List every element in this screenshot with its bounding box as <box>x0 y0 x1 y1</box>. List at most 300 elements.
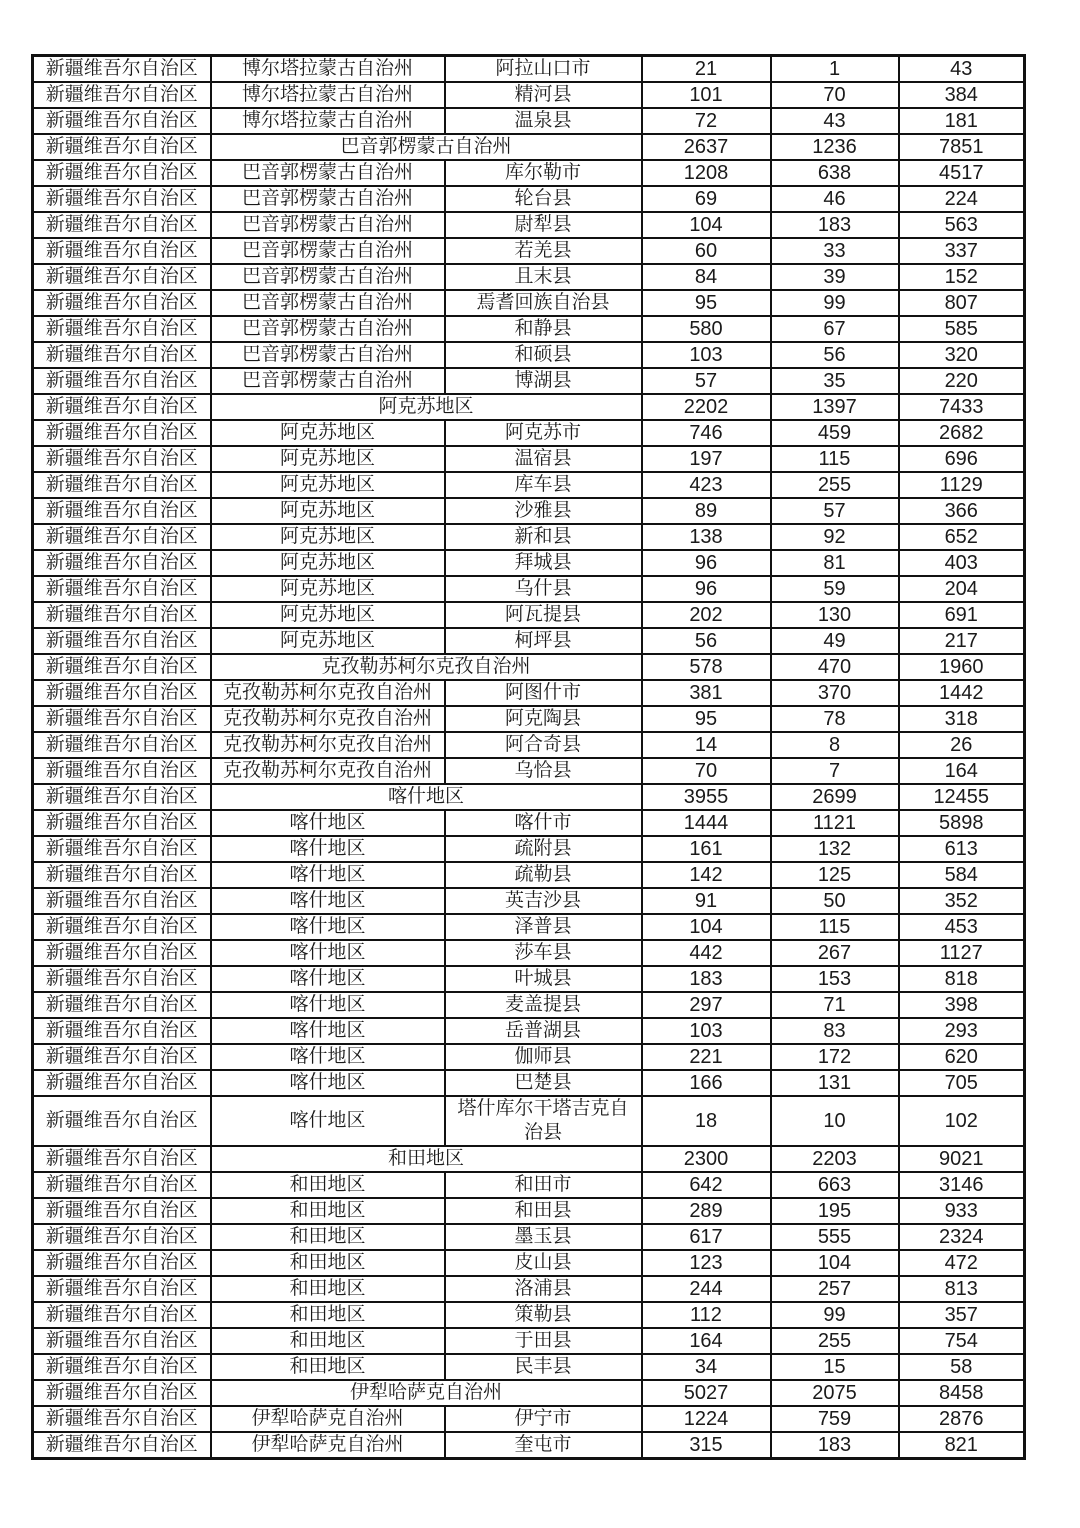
value-cell: 34 <box>642 1354 771 1380</box>
prefecture-cell: 巴音郭楞蒙古自治州 <box>211 368 445 394</box>
province-cell: 新疆维吾尔自治区 <box>33 1302 211 1328</box>
value-cell: 164 <box>642 1328 771 1354</box>
county-cell: 焉耆回族自治县 <box>445 290 642 316</box>
table-row <box>33 1406 1025 1432</box>
county-cell: 麦盖提县 <box>445 992 642 1018</box>
value-cell: 1397 <box>771 394 899 420</box>
province-cell: 新疆维吾尔自治区 <box>33 368 211 394</box>
value-cell: 142 <box>642 862 771 888</box>
value-cell: 293 <box>899 1018 1025 1044</box>
value-cell: 221 <box>642 1044 771 1070</box>
county-cell: 民丰县 <box>445 1354 642 1380</box>
value-cell: 81 <box>771 550 899 576</box>
value-cell: 70 <box>771 82 899 108</box>
province-cell: 新疆维吾尔自治区 <box>33 966 211 992</box>
value-cell: 2682 <box>899 420 1025 446</box>
county-cell: 新和县 <box>445 524 642 550</box>
value-cell: 43 <box>771 108 899 134</box>
prefecture-cell: 巴音郭楞蒙古自治州 <box>211 342 445 368</box>
value-cell: 1121 <box>771 810 899 836</box>
value-cell: 818 <box>899 966 1025 992</box>
value-cell: 3146 <box>899 1172 1025 1198</box>
value-cell: 584 <box>899 862 1025 888</box>
county-cell: 阿拉山口市 <box>445 56 642 83</box>
value-cell: 2202 <box>642 394 771 420</box>
value-cell: 138 <box>642 524 771 550</box>
table-row <box>33 628 1025 654</box>
value-cell: 7851 <box>899 134 1025 160</box>
table-row <box>33 732 1025 758</box>
prefecture-cell: 巴音郭楞蒙古自治州 <box>211 160 445 186</box>
value-cell: 2300 <box>642 1146 771 1172</box>
value-cell: 1129 <box>899 472 1025 498</box>
value-cell: 1960 <box>899 654 1025 680</box>
province-cell: 新疆维吾尔自治区 <box>33 264 211 290</box>
county-cell: 泽普县 <box>445 914 642 940</box>
county-cell: 和静县 <box>445 316 642 342</box>
value-cell: 617 <box>642 1224 771 1250</box>
value-cell: 164 <box>899 758 1025 784</box>
value-cell: 224 <box>899 186 1025 212</box>
prefecture-summary-cell: 克孜勒苏柯尔克孜自治州 <box>211 654 642 680</box>
value-cell: 370 <box>771 680 899 706</box>
province-cell: 新疆维吾尔自治区 <box>33 212 211 238</box>
prefecture-cell: 喀什地区 <box>211 862 445 888</box>
county-cell: 博湖县 <box>445 368 642 394</box>
province-cell: 新疆维吾尔自治区 <box>33 810 211 836</box>
province-cell: 新疆维吾尔自治区 <box>33 1044 211 1070</box>
county-cell: 塔什库尔干塔吉克自治县 <box>445 1096 642 1146</box>
value-cell: 217 <box>899 628 1025 654</box>
value-cell: 442 <box>642 940 771 966</box>
prefecture-summary-cell: 巴音郭楞蒙古自治州 <box>211 134 642 160</box>
value-cell: 59 <box>771 576 899 602</box>
county-cell: 精河县 <box>445 82 642 108</box>
province-cell: 新疆维吾尔自治区 <box>33 706 211 732</box>
prefecture-cell: 和田地区 <box>211 1224 445 1250</box>
county-cell: 洛浦县 <box>445 1276 642 1302</box>
prefecture-cell: 喀什地区 <box>211 1070 445 1096</box>
province-cell: 新疆维吾尔自治区 <box>33 446 211 472</box>
value-cell: 58 <box>899 1354 1025 1380</box>
table-row <box>33 1096 1025 1146</box>
province-cell: 新疆维吾尔自治区 <box>33 1018 211 1044</box>
table-row <box>33 940 1025 966</box>
province-cell: 新疆维吾尔自治区 <box>33 186 211 212</box>
value-cell: 1127 <box>899 940 1025 966</box>
table-row <box>33 134 1025 160</box>
value-cell: 381 <box>642 680 771 706</box>
value-cell: 696 <box>899 446 1025 472</box>
prefecture-cell: 喀什地区 <box>211 992 445 1018</box>
value-cell: 166 <box>642 1070 771 1096</box>
province-cell: 新疆维吾尔自治区 <box>33 758 211 784</box>
table-row <box>33 342 1025 368</box>
prefecture-summary-cell: 阿克苏地区 <box>211 394 642 420</box>
table-row <box>33 1018 1025 1044</box>
prefecture-cell: 喀什地区 <box>211 1018 445 1044</box>
value-cell: 244 <box>642 1276 771 1302</box>
value-cell: 60 <box>642 238 771 264</box>
value-cell: 580 <box>642 316 771 342</box>
value-cell: 46 <box>771 186 899 212</box>
value-cell: 183 <box>642 966 771 992</box>
value-cell: 84 <box>642 264 771 290</box>
value-cell: 89 <box>642 498 771 524</box>
prefecture-cell: 和田地区 <box>211 1328 445 1354</box>
county-cell: 温泉县 <box>445 108 642 134</box>
value-cell: 2203 <box>771 1146 899 1172</box>
value-cell: 267 <box>771 940 899 966</box>
table-row <box>33 290 1025 316</box>
value-cell: 2637 <box>642 134 771 160</box>
province-cell: 新疆维吾尔自治区 <box>33 1276 211 1302</box>
prefecture-cell: 巴音郭楞蒙古自治州 <box>211 186 445 212</box>
county-cell: 且末县 <box>445 264 642 290</box>
value-cell: 255 <box>771 472 899 498</box>
value-cell: 91 <box>642 888 771 914</box>
prefecture-cell: 阿克苏地区 <box>211 628 445 654</box>
table-row <box>33 1302 1025 1328</box>
value-cell: 35 <box>771 368 899 394</box>
value-cell: 3955 <box>642 784 771 810</box>
value-cell: 95 <box>642 706 771 732</box>
value-cell: 807 <box>899 290 1025 316</box>
prefecture-cell: 博尔塔拉蒙古自治州 <box>211 82 445 108</box>
value-cell: 1208 <box>642 160 771 186</box>
value-cell: 337 <box>899 238 1025 264</box>
prefecture-cell: 和田地区 <box>211 1354 445 1380</box>
value-cell: 112 <box>642 1302 771 1328</box>
table-row <box>33 836 1025 862</box>
county-cell: 若羌县 <box>445 238 642 264</box>
county-cell: 墨玉县 <box>445 1224 642 1250</box>
value-cell: 12455 <box>899 784 1025 810</box>
prefecture-cell: 巴音郭楞蒙古自治州 <box>211 238 445 264</box>
province-cell: 新疆维吾尔自治区 <box>33 1146 211 1172</box>
prefecture-cell: 阿克苏地区 <box>211 524 445 550</box>
value-cell: 555 <box>771 1224 899 1250</box>
county-cell: 轮台县 <box>445 186 642 212</box>
table-row <box>33 888 1025 914</box>
region-statistics-table <box>31 54 1026 1460</box>
value-cell: 1236 <box>771 134 899 160</box>
value-cell: 43 <box>899 56 1025 83</box>
prefecture-cell: 克孜勒苏柯尔克孜自治州 <box>211 732 445 758</box>
prefecture-cell: 喀什地区 <box>211 888 445 914</box>
county-cell: 莎车县 <box>445 940 642 966</box>
province-cell: 新疆维吾尔自治区 <box>33 940 211 966</box>
value-cell: 18 <box>642 1096 771 1146</box>
value-cell: 472 <box>899 1250 1025 1276</box>
value-cell: 104 <box>642 212 771 238</box>
value-cell: 96 <box>642 550 771 576</box>
prefecture-cell: 巴音郭楞蒙古自治州 <box>211 290 445 316</box>
province-cell: 新疆维吾尔自治区 <box>33 654 211 680</box>
value-cell: 131 <box>771 1070 899 1096</box>
table-row <box>33 1070 1025 1096</box>
value-cell: 2876 <box>899 1406 1025 1432</box>
value-cell: 99 <box>771 1302 899 1328</box>
value-cell: 10 <box>771 1096 899 1146</box>
value-cell: 1224 <box>642 1406 771 1432</box>
value-cell: 172 <box>771 1044 899 1070</box>
value-cell: 181 <box>899 108 1025 134</box>
value-cell: 352 <box>899 888 1025 914</box>
value-cell: 652 <box>899 524 1025 550</box>
prefecture-cell: 喀什地区 <box>211 836 445 862</box>
value-cell: 585 <box>899 316 1025 342</box>
value-cell: 153 <box>771 966 899 992</box>
value-cell: 195 <box>771 1198 899 1224</box>
value-cell: 663 <box>771 1172 899 1198</box>
table-row <box>33 82 1025 108</box>
value-cell: 754 <box>899 1328 1025 1354</box>
prefecture-cell: 和田地区 <box>211 1276 445 1302</box>
county-cell: 阿克苏市 <box>445 420 642 446</box>
value-cell: 71 <box>771 992 899 1018</box>
province-cell: 新疆维吾尔自治区 <box>33 732 211 758</box>
value-cell: 104 <box>642 914 771 940</box>
prefecture-cell: 喀什地区 <box>211 914 445 940</box>
prefecture-cell: 博尔塔拉蒙古自治州 <box>211 56 445 83</box>
prefecture-cell: 阿克苏地区 <box>211 472 445 498</box>
table-row <box>33 1250 1025 1276</box>
province-cell: 新疆维吾尔自治区 <box>33 680 211 706</box>
prefecture-cell: 克孜勒苏柯尔克孜自治州 <box>211 680 445 706</box>
county-cell: 喀什市 <box>445 810 642 836</box>
value-cell: 1444 <box>642 810 771 836</box>
province-cell: 新疆维吾尔自治区 <box>33 1432 211 1459</box>
table-row <box>33 1432 1025 1459</box>
table-row <box>33 446 1025 472</box>
province-cell: 新疆维吾尔自治区 <box>33 1354 211 1380</box>
value-cell: 470 <box>771 654 899 680</box>
county-cell: 尉犁县 <box>445 212 642 238</box>
prefecture-cell: 伊犁哈萨克自治州 <box>211 1406 445 1432</box>
table-row <box>33 914 1025 940</box>
value-cell: 152 <box>899 264 1025 290</box>
county-cell: 疏附县 <box>445 836 642 862</box>
value-cell: 102 <box>899 1096 1025 1146</box>
value-cell: 705 <box>899 1070 1025 1096</box>
county-cell: 叶城县 <box>445 966 642 992</box>
table-row <box>33 1146 1025 1172</box>
table-row <box>33 784 1025 810</box>
province-cell: 新疆维吾尔自治区 <box>33 108 211 134</box>
table-row <box>33 966 1025 992</box>
prefecture-cell: 喀什地区 <box>211 940 445 966</box>
value-cell: 103 <box>642 342 771 368</box>
province-cell: 新疆维吾尔自治区 <box>33 1250 211 1276</box>
value-cell: 398 <box>899 992 1025 1018</box>
value-cell: 813 <box>899 1276 1025 1302</box>
province-cell: 新疆维吾尔自治区 <box>33 1172 211 1198</box>
value-cell: 67 <box>771 316 899 342</box>
prefecture-cell: 和田地区 <box>211 1302 445 1328</box>
value-cell: 453 <box>899 914 1025 940</box>
province-cell: 新疆维吾尔自治区 <box>33 576 211 602</box>
county-cell: 阿瓦提县 <box>445 602 642 628</box>
value-cell: 33 <box>771 238 899 264</box>
table-row <box>33 316 1025 342</box>
value-cell: 83 <box>771 1018 899 1044</box>
value-cell: 933 <box>899 1198 1025 1224</box>
table-row <box>33 108 1025 134</box>
table-row <box>33 550 1025 576</box>
county-cell: 拜城县 <box>445 550 642 576</box>
value-cell: 638 <box>771 160 899 186</box>
prefecture-cell: 和田地区 <box>211 1172 445 1198</box>
table-row <box>33 1172 1025 1198</box>
prefecture-cell: 巴音郭楞蒙古自治州 <box>211 264 445 290</box>
county-cell: 伊宁市 <box>445 1406 642 1432</box>
county-cell: 和田县 <box>445 1198 642 1224</box>
value-cell: 69 <box>642 186 771 212</box>
value-cell: 15 <box>771 1354 899 1380</box>
value-cell: 70 <box>642 758 771 784</box>
value-cell: 103 <box>642 1018 771 1044</box>
province-cell: 新疆维吾尔自治区 <box>33 602 211 628</box>
value-cell: 26 <box>899 732 1025 758</box>
value-cell: 255 <box>771 1328 899 1354</box>
value-cell: 78 <box>771 706 899 732</box>
prefecture-cell: 和田地区 <box>211 1250 445 1276</box>
value-cell: 14 <box>642 732 771 758</box>
county-cell: 阿克陶县 <box>445 706 642 732</box>
value-cell: 691 <box>899 602 1025 628</box>
prefecture-cell: 克孜勒苏柯尔克孜自治州 <box>211 758 445 784</box>
table-row <box>33 810 1025 836</box>
province-cell: 新疆维吾尔自治区 <box>33 420 211 446</box>
value-cell: 183 <box>771 1432 899 1459</box>
county-cell: 乌什县 <box>445 576 642 602</box>
province-cell: 新疆维吾尔自治区 <box>33 1328 211 1354</box>
prefecture-cell: 阿克苏地区 <box>211 576 445 602</box>
value-cell: 357 <box>899 1302 1025 1328</box>
value-cell: 50 <box>771 888 899 914</box>
value-cell: 161 <box>642 836 771 862</box>
value-cell: 204 <box>899 576 1025 602</box>
prefecture-summary-cell: 伊犁哈萨克自治州 <box>211 1380 642 1406</box>
prefecture-cell: 博尔塔拉蒙古自治州 <box>211 108 445 134</box>
province-cell: 新疆维吾尔自治区 <box>33 524 211 550</box>
county-cell: 温宿县 <box>445 446 642 472</box>
value-cell: 563 <box>899 212 1025 238</box>
value-cell: 56 <box>642 628 771 654</box>
county-cell: 乌恰县 <box>445 758 642 784</box>
prefecture-cell: 喀什地区 <box>211 810 445 836</box>
prefecture-cell: 阿克苏地区 <box>211 498 445 524</box>
province-cell: 新疆维吾尔自治区 <box>33 342 211 368</box>
prefecture-cell: 阿克苏地区 <box>211 420 445 446</box>
table-row <box>33 1044 1025 1070</box>
province-cell: 新疆维吾尔自治区 <box>33 914 211 940</box>
county-cell: 柯坪县 <box>445 628 642 654</box>
county-cell: 疏勒县 <box>445 862 642 888</box>
table-row <box>33 56 1025 83</box>
province-cell: 新疆维吾尔自治区 <box>33 550 211 576</box>
prefecture-cell: 巴音郭楞蒙古自治州 <box>211 212 445 238</box>
value-cell: 92 <box>771 524 899 550</box>
value-cell: 578 <box>642 654 771 680</box>
value-cell: 183 <box>771 212 899 238</box>
value-cell: 5027 <box>642 1380 771 1406</box>
county-cell: 阿合奇县 <box>445 732 642 758</box>
prefecture-cell: 克孜勒苏柯尔克孜自治州 <box>211 706 445 732</box>
value-cell: 423 <box>642 472 771 498</box>
table-row <box>33 238 1025 264</box>
province-cell: 新疆维吾尔自治区 <box>33 498 211 524</box>
table-row <box>33 1380 1025 1406</box>
province-cell: 新疆维吾尔自治区 <box>33 784 211 810</box>
prefecture-cell: 喀什地区 <box>211 1044 445 1070</box>
value-cell: 104 <box>771 1250 899 1276</box>
value-cell: 115 <box>771 446 899 472</box>
table-row <box>33 1354 1025 1380</box>
province-cell: 新疆维吾尔自治区 <box>33 1224 211 1250</box>
value-cell: 459 <box>771 420 899 446</box>
value-cell: 21 <box>642 56 771 83</box>
province-cell: 新疆维吾尔自治区 <box>33 862 211 888</box>
table-row <box>33 524 1025 550</box>
value-cell: 384 <box>899 82 1025 108</box>
table-row <box>33 394 1025 420</box>
prefecture-cell: 喀什地区 <box>211 1096 445 1146</box>
value-cell: 403 <box>899 550 1025 576</box>
table-row <box>33 212 1025 238</box>
county-cell: 于田县 <box>445 1328 642 1354</box>
table-row <box>33 758 1025 784</box>
value-cell: 132 <box>771 836 899 862</box>
value-cell: 8 <box>771 732 899 758</box>
province-cell: 新疆维吾尔自治区 <box>33 1198 211 1224</box>
province-cell: 新疆维吾尔自治区 <box>33 888 211 914</box>
value-cell: 821 <box>899 1432 1025 1459</box>
value-cell: 197 <box>642 446 771 472</box>
value-cell: 95 <box>642 290 771 316</box>
prefecture-summary-cell: 喀什地区 <box>211 784 642 810</box>
county-cell: 和硕县 <box>445 342 642 368</box>
value-cell: 318 <box>899 706 1025 732</box>
county-cell: 伽师县 <box>445 1044 642 1070</box>
value-cell: 9021 <box>899 1146 1025 1172</box>
value-cell: 320 <box>899 342 1025 368</box>
value-cell: 57 <box>642 368 771 394</box>
prefecture-cell: 阿克苏地区 <box>211 550 445 576</box>
province-cell: 新疆维吾尔自治区 <box>33 1406 211 1432</box>
province-cell: 新疆维吾尔自治区 <box>33 472 211 498</box>
table-row <box>33 602 1025 628</box>
table-row <box>33 264 1025 290</box>
province-cell: 新疆维吾尔自治区 <box>33 992 211 1018</box>
county-cell: 英吉沙县 <box>445 888 642 914</box>
county-cell: 奎屯市 <box>445 1432 642 1459</box>
value-cell: 1 <box>771 56 899 83</box>
province-cell: 新疆维吾尔自治区 <box>33 1096 211 1146</box>
prefecture-cell: 阿克苏地区 <box>211 602 445 628</box>
table-row <box>33 706 1025 732</box>
county-cell: 库车县 <box>445 472 642 498</box>
value-cell: 125 <box>771 862 899 888</box>
table-row <box>33 186 1025 212</box>
province-cell: 新疆维吾尔自治区 <box>33 1380 211 1406</box>
province-cell: 新疆维吾尔自治区 <box>33 628 211 654</box>
county-cell: 沙雅县 <box>445 498 642 524</box>
value-cell: 2699 <box>771 784 899 810</box>
province-cell: 新疆维吾尔自治区 <box>33 290 211 316</box>
value-cell: 5898 <box>899 810 1025 836</box>
